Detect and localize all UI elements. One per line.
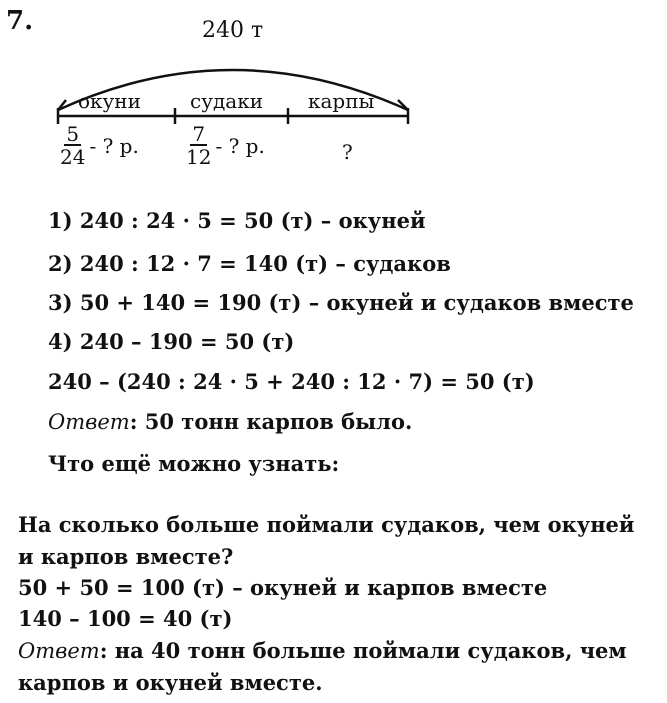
extra-answer-label: Ответ xyxy=(18,639,100,663)
perch-numerator: 5 xyxy=(66,122,80,146)
extra-question-line2: и карпов вместе? xyxy=(18,544,234,569)
extra-step-1: 50 + 50 = 100 (т) – окуней и карпов вместе xyxy=(18,575,548,600)
solution-step-1: 1) 240 : 24 · 5 = 50 (т) – окуней xyxy=(48,208,426,233)
answer-text: : 50 тонн карпов было. xyxy=(129,409,413,434)
solution-step-3: 3) 50 + 140 = 190 (т) – окуней и судаков вместе xyxy=(48,290,634,315)
perch-denominator: 24 xyxy=(60,145,86,169)
extra-answer-line1 xyxy=(18,638,627,663)
solution-step-2: 2) 240 : 12 · 7 = 140 (т) – судаков xyxy=(48,251,451,276)
segment-label-carp: карпы xyxy=(308,89,375,113)
pike-denominator: 12 xyxy=(186,145,212,169)
solution-step-4: 4) 240 – 190 = 50 (т) xyxy=(48,329,295,354)
pike-numerator: 7 xyxy=(192,122,206,146)
task-number: 7. xyxy=(6,6,34,36)
perch-fraction xyxy=(60,124,139,168)
extra-step-2: 140 – 100 = 40 (т) xyxy=(18,606,233,631)
solution-answer xyxy=(48,409,412,434)
carp-unknown: ? xyxy=(342,140,353,164)
segment-label-perch: окуни xyxy=(78,89,141,113)
pike-fraction xyxy=(186,124,265,168)
extra-question-heading: Что ещё можно узнать: xyxy=(48,451,340,476)
extra-question-line1: На сколько больше поймали судаков, чем окуней xyxy=(18,512,635,537)
extra-answer-text: : на 40 тонн больше поймали судаков, чем xyxy=(99,638,627,663)
pike-suffix: - ? р. xyxy=(215,134,265,158)
segment-label-pike: судаки xyxy=(190,89,264,113)
answer-label: Ответ xyxy=(48,410,130,434)
total-label: 240 т xyxy=(202,18,264,43)
solution-expression: 240 – (240 : 24 · 5 + 240 : 12 · 7) = 50 (т) xyxy=(48,369,535,394)
extra-answer-line2: карпов и окуней вместе. xyxy=(18,670,323,695)
perch-suffix: - ? р. xyxy=(89,134,139,158)
